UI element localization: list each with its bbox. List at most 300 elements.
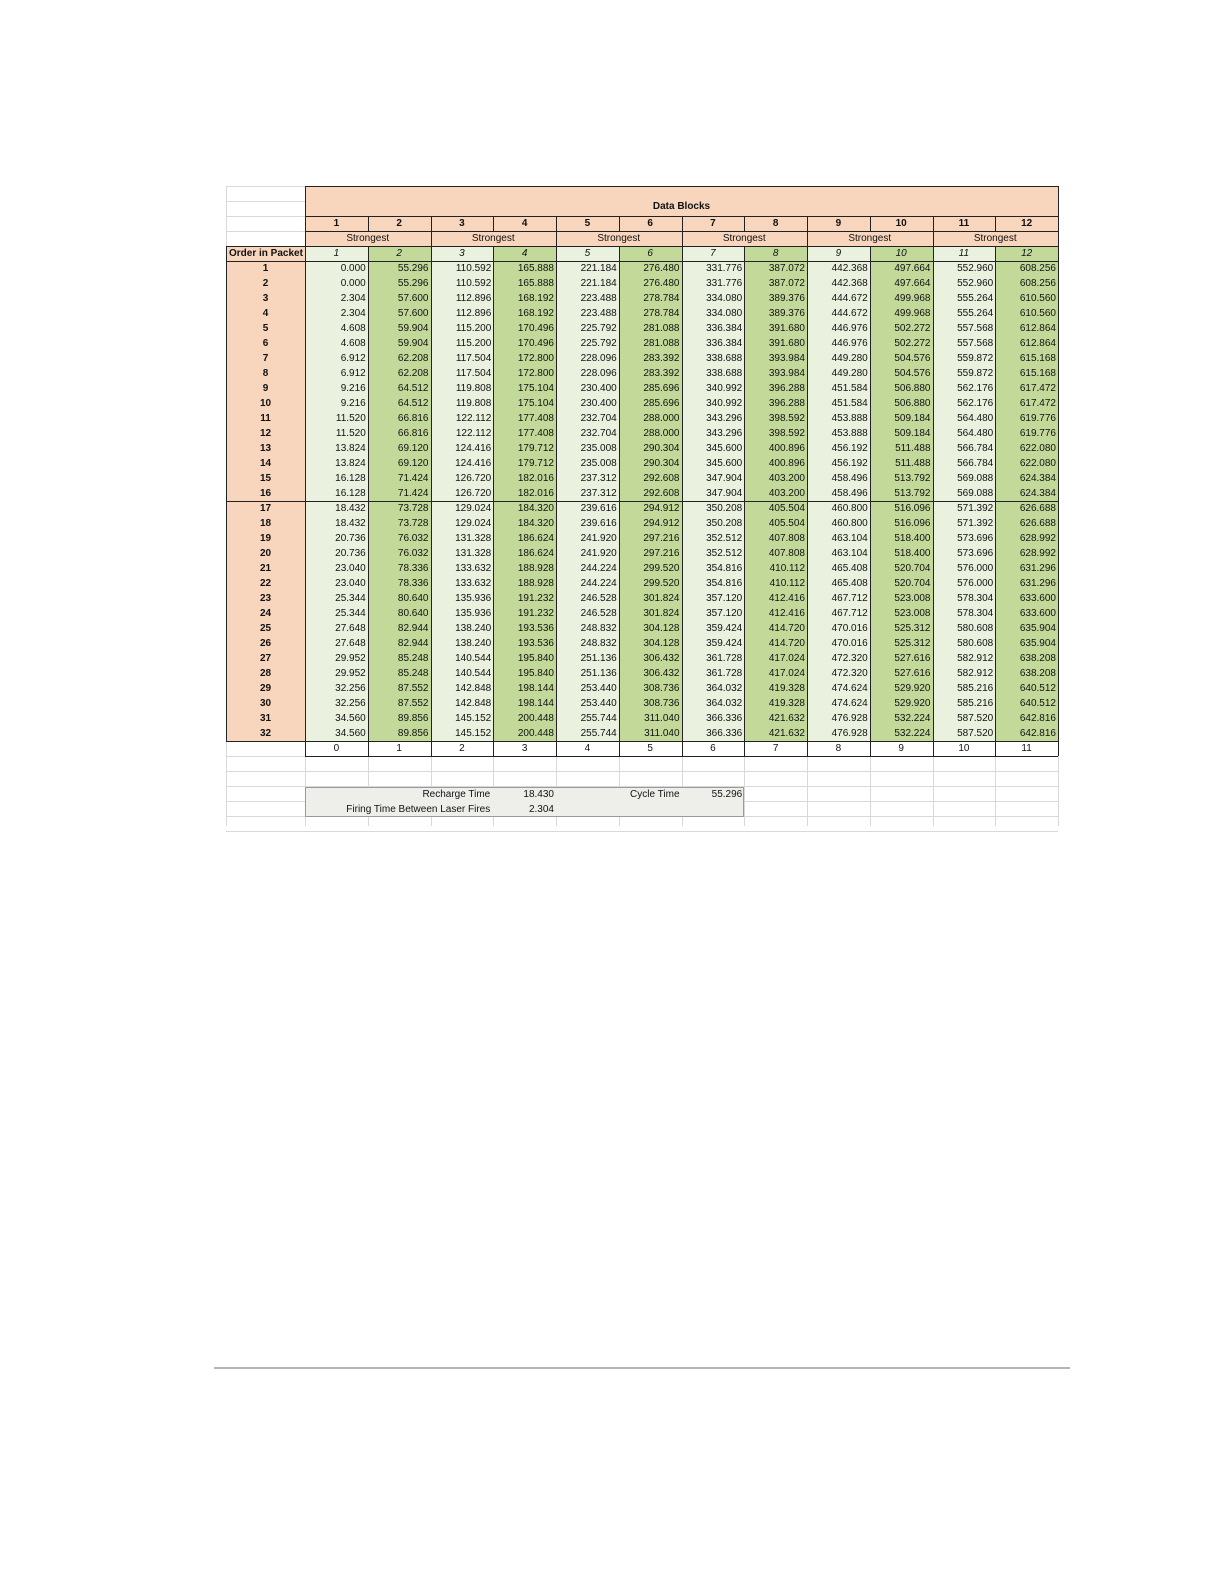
data-cell: 520.704 — [894, 578, 931, 589]
data-cell: 129.024 — [455, 503, 492, 514]
border — [619, 246, 620, 756]
data-cell: 288.000 — [643, 428, 680, 439]
data-cell: 85.248 — [397, 668, 429, 679]
block-order: 1 — [333, 248, 340, 259]
border — [305, 186, 1058, 187]
border — [744, 246, 745, 756]
data-cell: 529.920 — [894, 698, 931, 709]
data-cell: 465.408 — [831, 563, 868, 574]
data-cell: 569.088 — [957, 473, 994, 484]
data-cell: 470.016 — [831, 638, 868, 649]
data-cell: 6.912 — [340, 368, 366, 379]
data-cell: 638.208 — [1019, 653, 1056, 664]
data-cell: 308.736 — [643, 683, 680, 694]
data-cell: 117.504 — [455, 368, 492, 379]
data-cell: 20.736 — [335, 548, 366, 559]
data-cell: 407.808 — [768, 533, 805, 544]
data-cell: 456.192 — [831, 458, 868, 469]
data-cell: 451.584 — [831, 398, 868, 409]
order-in-packet: 10 — [259, 398, 272, 409]
recharge-label: Recharge Time — [422, 789, 491, 800]
data-cell: 304.128 — [643, 623, 680, 634]
data-cell: 340.992 — [706, 383, 743, 394]
data-cell: 138.240 — [455, 638, 492, 649]
data-cell: 195.840 — [517, 668, 554, 679]
data-cell: 585.216 — [957, 698, 994, 709]
data-cell: 518.400 — [894, 548, 931, 559]
data-cell: 463.104 — [831, 548, 868, 559]
data-cell: 396.288 — [768, 383, 805, 394]
data-cell: 140.544 — [455, 653, 492, 664]
data-cell: 23.040 — [335, 578, 366, 589]
data-cell: 451.584 — [831, 383, 868, 394]
spreadsheet — [226, 186, 1058, 826]
block-order: 9 — [835, 248, 842, 259]
order-in-packet: 17 — [259, 503, 272, 514]
order-in-packet: 16 — [259, 488, 272, 499]
data-cell: 350.208 — [706, 518, 743, 529]
data-cell: 168.192 — [517, 293, 554, 304]
data-cell: 504.576 — [894, 368, 931, 379]
data-cell: 71.424 — [397, 473, 429, 484]
data-cell: 82.944 — [397, 623, 429, 634]
border — [744, 216, 745, 231]
data-cell: 241.920 — [580, 533, 617, 544]
data-cell: 414.720 — [768, 638, 805, 649]
data-cell: 308.736 — [643, 698, 680, 709]
order-in-packet: 18 — [259, 518, 272, 529]
block-order: 11 — [958, 248, 970, 259]
data-cell: 13.824 — [335, 443, 366, 454]
data-cell: 509.184 — [894, 413, 931, 424]
row-header: Order in Packet — [229, 248, 303, 259]
data-cell: 419.328 — [768, 683, 805, 694]
data-cell: 624.384 — [1019, 488, 1056, 499]
order-in-packet: 31 — [259, 713, 272, 724]
data-cell: 179.712 — [517, 458, 554, 469]
order-in-packet: 27 — [259, 653, 272, 664]
data-cell: 504.576 — [894, 353, 931, 364]
data-cell: 32.256 — [335, 683, 366, 694]
data-cell: 228.096 — [580, 353, 617, 364]
data-cell: 11.520 — [335, 428, 366, 439]
cycle-value: 55.296 — [711, 789, 743, 800]
data-cell: 446.976 — [831, 323, 868, 334]
data-cell: 331.776 — [706, 263, 743, 274]
data-cell: 230.400 — [580, 398, 617, 409]
data-cell: 246.528 — [580, 608, 617, 619]
data-cell: 364.032 — [706, 683, 743, 694]
data-cell: 0.000 — [340, 263, 366, 274]
data-cell: 398.592 — [768, 413, 805, 424]
data-cell: 297.216 — [643, 533, 680, 544]
data-cell: 467.712 — [831, 593, 868, 604]
block-number: 5 — [584, 218, 591, 229]
data-cell: 191.232 — [517, 593, 554, 604]
recharge-value: 18.430 — [523, 789, 554, 800]
data-cell: 357.120 — [706, 593, 743, 604]
data-cell: 578.304 — [957, 608, 994, 619]
data-cell: 179.712 — [517, 443, 554, 454]
data-cell: 232.704 — [580, 428, 617, 439]
data-cell: 223.488 — [580, 293, 617, 304]
data-cell: 622.080 — [1019, 458, 1056, 469]
data-cell: 555.264 — [957, 308, 994, 319]
data-cell: 410.112 — [769, 578, 805, 589]
order-in-packet: 11 — [260, 413, 271, 424]
data-cell: 244.224 — [580, 578, 617, 589]
data-cell: 587.520 — [957, 728, 994, 739]
data-cell: 403.200 — [768, 488, 805, 499]
border — [1058, 186, 1059, 756]
data-cell: 59.904 — [397, 323, 429, 334]
data-cell: 57.600 — [397, 308, 429, 319]
border — [995, 216, 996, 231]
data-cell: 352.512 — [706, 533, 743, 544]
data-cell: 297.216 — [643, 548, 680, 559]
order-in-packet: 8 — [262, 368, 269, 379]
data-cell: 513.792 — [894, 473, 931, 484]
border — [619, 216, 620, 231]
data-cell: 78.336 — [397, 563, 429, 574]
block-order: 7 — [710, 248, 716, 259]
data-cell: 165.888 — [517, 263, 554, 274]
data-cell: 361.728 — [706, 668, 743, 679]
data-cell: 564.480 — [957, 428, 994, 439]
data-cell: 476.928 — [831, 713, 868, 724]
cycle-label: Cycle Time — [630, 789, 680, 800]
data-cell: 182.016 — [517, 473, 554, 484]
data-cell: 359.424 — [706, 623, 743, 634]
footer-index: 9 — [898, 743, 904, 754]
data-cell: 642.816 — [1019, 728, 1056, 739]
data-cell: 566.784 — [957, 458, 994, 469]
data-cell: 527.616 — [894, 668, 931, 679]
data-cell: 421.632 — [768, 728, 805, 739]
data-cell: 292.608 — [643, 488, 680, 499]
footer-index: 7 — [772, 743, 779, 754]
data-cell: 446.976 — [831, 338, 868, 349]
data-cell: 449.280 — [831, 353, 868, 364]
data-cell: 244.224 — [580, 563, 617, 574]
data-cell: 414.720 — [768, 623, 805, 634]
data-cell: 172.800 — [517, 368, 554, 379]
data-cell: 87.552 — [397, 683, 429, 694]
data-cell: 235.008 — [580, 458, 617, 469]
footer-index: 2 — [459, 743, 465, 754]
data-cell: 0.000 — [340, 278, 366, 289]
data-cell: 631.296 — [1019, 563, 1056, 574]
page-footer-rule — [214, 1367, 1070, 1369]
data-cell: 465.408 — [831, 578, 868, 589]
order-in-packet: 20 — [259, 548, 272, 559]
border — [226, 246, 227, 741]
block-order: 12 — [1021, 248, 1033, 259]
data-cell: 391.680 — [768, 323, 805, 334]
data-cell: 474.624 — [831, 683, 868, 694]
data-cell: 133.632 — [455, 578, 492, 589]
data-cell: 350.208 — [706, 503, 743, 514]
data-cell: 27.648 — [335, 638, 366, 649]
data-cell: 562.176 — [957, 383, 994, 394]
block-number: 6 — [647, 218, 653, 229]
data-cell: 16.128 — [335, 473, 366, 484]
data-cell: 628.992 — [1019, 548, 1056, 559]
data-cell: 502.272 — [894, 338, 931, 349]
data-cell: 64.512 — [397, 398, 429, 409]
data-cell: 610.560 — [1019, 293, 1056, 304]
data-cell: 525.312 — [894, 623, 931, 634]
data-cell: 285.696 — [643, 398, 680, 409]
data-cell: 497.664 — [894, 278, 931, 289]
data-cell: 89.856 — [397, 713, 429, 724]
data-cell: 347.904 — [706, 473, 743, 484]
order-in-packet: 21 — [259, 563, 272, 574]
data-cell: 299.520 — [643, 578, 680, 589]
data-cell: 55.296 — [397, 278, 429, 289]
data-cell: 615.168 — [1019, 368, 1056, 379]
data-cell: 472.320 — [831, 668, 868, 679]
data-cell: 223.488 — [580, 308, 617, 319]
data-cell: 571.392 — [957, 503, 994, 514]
data-cell: 444.672 — [831, 308, 868, 319]
data-cell: 20.736 — [335, 533, 366, 544]
data-cell: 301.824 — [643, 593, 680, 604]
order-in-packet: 23 — [259, 593, 272, 604]
data-cell: 76.032 — [397, 533, 429, 544]
data-cell: 311.040 — [644, 713, 680, 724]
data-cell: 115.200 — [455, 323, 492, 334]
data-cell: 359.424 — [706, 638, 743, 649]
data-cell: 638.208 — [1019, 668, 1056, 679]
border — [995, 246, 996, 756]
data-cell: 476.928 — [831, 728, 868, 739]
data-cell: 195.840 — [517, 653, 554, 664]
data-cell: 557.568 — [957, 338, 994, 349]
data-cell: 29.952 — [335, 653, 366, 664]
data-cell: 239.616 — [580, 518, 617, 529]
block-number: 2 — [396, 218, 402, 229]
data-cell: 276.480 — [643, 263, 680, 274]
data-cell: 617.472 — [1019, 398, 1056, 409]
data-cell: 9.216 — [340, 383, 366, 394]
border — [305, 756, 1058, 757]
block-number: 3 — [459, 218, 465, 229]
data-cell: 110.592 — [455, 278, 492, 289]
data-cell: 343.296 — [706, 413, 743, 424]
data-cell: 122.112 — [455, 428, 492, 439]
data-cell: 529.920 — [894, 683, 931, 694]
gridline-h — [226, 831, 1058, 832]
data-cell: 278.784 — [643, 308, 680, 319]
data-cell: 463.104 — [831, 533, 868, 544]
data-cell: 389.376 — [768, 308, 805, 319]
data-cell: 135.936 — [455, 608, 492, 619]
footer-index: 3 — [521, 743, 528, 754]
order-in-packet: 6 — [262, 338, 269, 349]
data-cell: 511.488 — [895, 458, 931, 469]
firing-value: 2.304 — [528, 804, 554, 815]
order-in-packet: 14 — [259, 458, 272, 469]
data-cell: 393.984 — [768, 368, 805, 379]
data-cell: 294.912 — [643, 518, 680, 529]
data-cell: 523.008 — [894, 593, 931, 604]
data-cell: 559.872 — [957, 368, 994, 379]
data-cell: 29.952 — [335, 668, 366, 679]
data-cell: 345.600 — [706, 458, 743, 469]
order-in-packet: 28 — [259, 668, 272, 679]
data-cell: 470.016 — [831, 623, 868, 634]
data-cell: 345.600 — [706, 443, 743, 454]
data-cell: 64.512 — [397, 383, 429, 394]
footer-index: 5 — [647, 743, 653, 754]
data-cell: 23.040 — [335, 563, 366, 574]
order-in-packet: 32 — [259, 728, 272, 739]
border — [368, 246, 369, 756]
data-cell: 615.168 — [1019, 353, 1056, 364]
data-cell: 228.096 — [580, 368, 617, 379]
data-cell: 184.320 — [517, 503, 554, 514]
data-cell: 87.552 — [397, 698, 429, 709]
data-cell: 186.624 — [517, 533, 554, 544]
data-cell: 511.488 — [895, 443, 931, 454]
data-cell: 198.144 — [517, 683, 554, 694]
data-cell: 11.520 — [335, 413, 366, 424]
data-cell: 248.832 — [580, 623, 617, 634]
data-cell: 80.640 — [397, 593, 429, 604]
border — [870, 246, 871, 756]
order-in-packet: 12 — [259, 428, 272, 439]
order-in-packet: 1 — [262, 263, 269, 274]
data-cell: 460.800 — [831, 518, 868, 529]
data-cell: 403.200 — [768, 473, 805, 484]
data-cell: 89.856 — [397, 728, 429, 739]
data-cell: 474.624 — [831, 698, 868, 709]
order-in-packet: 25 — [259, 623, 272, 634]
data-cell: 347.904 — [706, 488, 743, 499]
data-cell: 25.344 — [335, 593, 366, 604]
strongest-label: Strongest — [346, 233, 390, 244]
data-cell: 85.248 — [397, 653, 429, 664]
block-order: 2 — [396, 248, 402, 259]
data-cell: 405.504 — [768, 503, 805, 514]
order-in-packet: 24 — [259, 608, 272, 619]
data-cell: 516.096 — [894, 503, 931, 514]
strongest-label: Strongest — [848, 233, 892, 244]
data-cell: 472.320 — [831, 653, 868, 664]
data-cell: 391.680 — [768, 338, 805, 349]
order-in-packet: 30 — [259, 698, 272, 709]
data-cell: 619.776 — [1019, 413, 1056, 424]
data-cell: 34.560 — [335, 728, 366, 739]
data-cell: 400.896 — [768, 443, 805, 454]
data-cell: 230.400 — [580, 383, 617, 394]
data-cell: 283.392 — [643, 353, 680, 364]
data-cell: 306.432 — [643, 653, 680, 664]
order-in-packet: 29 — [259, 683, 272, 694]
data-cell: 133.632 — [455, 563, 492, 574]
data-cell: 523.008 — [894, 608, 931, 619]
data-cell: 237.312 — [580, 488, 617, 499]
data-cell: 631.296 — [1019, 578, 1056, 589]
data-cell: 354.816 — [706, 563, 743, 574]
data-cell: 69.120 — [397, 458, 429, 469]
data-cell: 281.088 — [643, 338, 680, 349]
data-cell: 389.376 — [768, 293, 805, 304]
data-cell: 354.816 — [706, 578, 743, 589]
data-cell: 624.384 — [1019, 473, 1056, 484]
data-cell: 188.928 — [517, 563, 554, 574]
data-cell: 412.416 — [768, 593, 805, 604]
data-cell: 82.944 — [397, 638, 429, 649]
data-cell: 573.696 — [957, 533, 994, 544]
data-cell: 278.784 — [643, 293, 680, 304]
data-cell: 456.192 — [831, 443, 868, 454]
data-cell: 131.328 — [455, 533, 492, 544]
data-cell: 117.504 — [455, 353, 492, 364]
data-cell: 221.184 — [580, 263, 617, 274]
data-cell: 193.536 — [517, 623, 554, 634]
data-cell: 626.688 — [1019, 503, 1056, 514]
data-cell: 32.256 — [335, 698, 366, 709]
data-cell: 407.808 — [768, 548, 805, 559]
order-in-packet: 4 — [262, 308, 269, 319]
footer-index: 4 — [584, 743, 591, 754]
data-cell: 177.408 — [517, 428, 554, 439]
data-cell: 642.816 — [1019, 713, 1056, 724]
data-cell: 442.368 — [831, 263, 868, 274]
data-cell: 532.224 — [894, 713, 931, 724]
footer-index: 10 — [958, 743, 970, 754]
data-cell: 366.336 — [706, 728, 743, 739]
data-cell: 69.120 — [397, 443, 429, 454]
block-order: 8 — [772, 248, 779, 259]
data-cell: 6.912 — [340, 353, 366, 364]
data-cell: 288.000 — [643, 413, 680, 424]
data-cell: 191.232 — [517, 608, 554, 619]
data-cell: 62.208 — [397, 353, 429, 364]
data-cell: 200.448 — [517, 713, 554, 724]
data-cell: 124.416 — [455, 458, 492, 469]
data-cell: 246.528 — [580, 593, 617, 604]
data-cell: 585.216 — [957, 683, 994, 694]
data-cell: 419.328 — [768, 698, 805, 709]
data-cell: 557.568 — [957, 323, 994, 334]
data-cell: 290.304 — [643, 443, 680, 454]
data-cell: 393.984 — [768, 353, 805, 364]
data-cell: 193.536 — [517, 638, 554, 649]
data-cell: 71.424 — [397, 488, 429, 499]
block-order: 5 — [584, 248, 591, 259]
data-cell: 576.000 — [957, 578, 994, 589]
data-cell: 582.912 — [957, 653, 994, 664]
data-cell: 138.240 — [455, 623, 492, 634]
border — [493, 216, 494, 231]
data-cell: 13.824 — [335, 458, 366, 469]
data-cell: 520.704 — [894, 563, 931, 574]
data-cell: 276.480 — [643, 278, 680, 289]
data-cell: 119.808 — [455, 383, 492, 394]
order-in-packet: 3 — [262, 293, 269, 304]
footer-index: 11 — [1021, 743, 1032, 754]
data-cell: 285.696 — [643, 383, 680, 394]
data-cell: 251.136 — [580, 653, 617, 664]
data-cell: 336.384 — [706, 323, 743, 334]
data-cell: 499.968 — [894, 293, 931, 304]
data-cell: 580.608 — [957, 638, 994, 649]
data-cell: 186.624 — [517, 548, 554, 559]
data-cell: 248.832 — [580, 638, 617, 649]
